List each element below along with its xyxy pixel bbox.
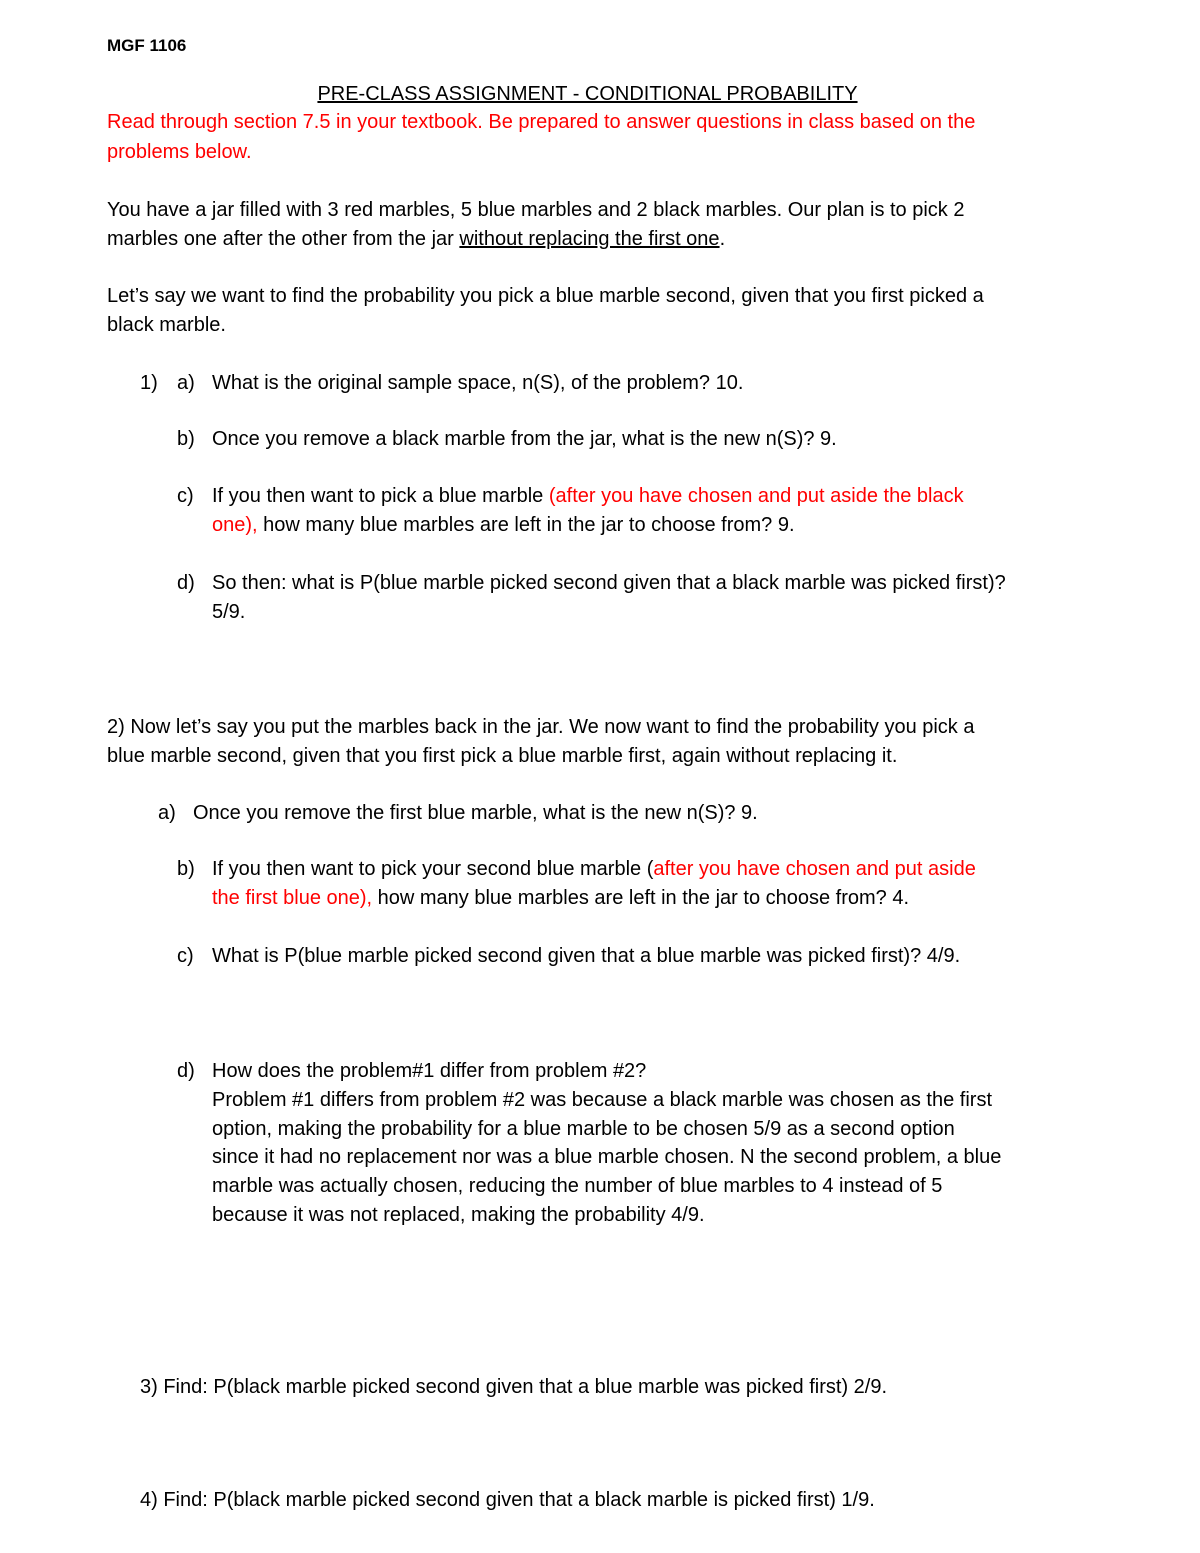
problem-1a-text: What is the original sample space, n(S), of the problem? 10.	[212, 372, 744, 394]
problem-1c-label: c)	[177, 485, 194, 507]
instructions-line-2: problems below.	[107, 141, 252, 163]
problem-2d-line-5: marble was actually chosen, reducing the number of blue marbles to 4 instead of 5	[212, 1175, 943, 1197]
problem-2b-line-2-text: how many blue marbles are left in the jar to choose from? 4.	[372, 887, 910, 909]
problem-1d-line-2: 5/9.	[212, 601, 246, 623]
problem-1c-line-2-text: how many blue marbles are left in the jar to choose from? 9.	[257, 514, 795, 536]
problem-2c-label: c)	[177, 945, 194, 967]
problem-2a-label: a)	[158, 802, 176, 824]
problem-1-number: 1)	[140, 372, 158, 394]
problem-1a-label: a)	[177, 372, 195, 394]
problem-1c-line-2	[212, 511, 795, 539]
problem-2b-label: b)	[177, 858, 195, 880]
problem-1b-label: b)	[177, 428, 195, 450]
problem-3-text: 3) Find: P(black marble picked second given that a blue marble was picked first) 2/9.	[140, 1376, 888, 1398]
problem-2d-line-1: How does the problem#1 differ from problem #2?	[212, 1060, 647, 1082]
setup-line-2	[107, 225, 725, 253]
problem-1c-line-2-highlight: one),	[212, 514, 258, 536]
problem-2b-line-2-highlight: the first blue one),	[212, 887, 373, 909]
problem-1c-line-1-text: If you then want to pick a blue marble	[212, 485, 549, 507]
problem-2b-line-1	[212, 855, 976, 883]
problem-4-text: 4) Find: P(black marble picked second given that a black marble is picked first) 1/9.	[140, 1489, 875, 1511]
intro-line-1: Let’s say we want to find the probability you pick a blue marble second, given that you first picked a	[107, 285, 984, 307]
problem-2a-text: Once you remove the first blue marble, what is the new n(S)? 9.	[193, 802, 758, 824]
problem-2d-label: d)	[177, 1060, 195, 1082]
problem-1c-line-1-highlight: (after you have chosen and put aside the black	[548, 485, 964, 507]
page-title: PRE-CLASS ASSIGNMENT - CONDITIONAL PROBABILITY	[317, 83, 858, 105]
instructions-line-1: Read through section 7.5 in your textbook. Be prepared to answer questions in class based on the	[107, 111, 976, 133]
problem-2c-text: What is P(blue marble picked second given that a blue marble was picked first)? 4/9.	[212, 945, 961, 967]
problem-2b-line-1-highlight: after you have chosen and put aside	[653, 858, 976, 880]
setup-line-2-text: marbles one after the other from the jar	[107, 228, 460, 250]
problem-1d-label: d)	[177, 572, 195, 594]
problem-2d-line-4: since it had no replacement nor was a blue marble chosen. N the second problem, a blue	[212, 1146, 1002, 1168]
problem-2b-line-1-text: If you then want to pick your second blue marble (	[212, 858, 654, 880]
setup-line-1: You have a jar filled with 3 red marbles, 5 blue marbles and 2 black marbles. Our plan is to pick 2	[107, 199, 965, 221]
setup-underlined-phrase: without replacing the first one	[459, 228, 720, 250]
intro-line-2: black marble.	[107, 314, 226, 336]
problem-2-line-2: blue marble second, given that you first pick a blue marble first, again without replacing it.	[107, 745, 898, 767]
problem-1c-line-1	[212, 482, 964, 510]
problem-2-line-1: 2) Now let’s say you put the marbles back in the jar. We now want to find the probability you pick a	[107, 716, 975, 738]
problem-1b-text: Once you remove a black marble from the jar, what is the new n(S)? 9.	[212, 428, 837, 450]
setup-line-2-period: .	[719, 228, 726, 250]
problem-1d-line-1: So then: what is P(blue marble picked second given that a black marble was picked first)?	[212, 572, 1006, 594]
problem-2b-line-2	[212, 884, 909, 912]
course-code: MGF 1106	[107, 36, 187, 55]
problem-2d-line-2: Problem #1 differs from problem #2 was because a black marble was chosen as the first	[212, 1089, 992, 1111]
problem-2d-line-6: because it was not replaced, making the probability 4/9.	[212, 1204, 705, 1226]
problem-2d-line-3: option, making the probability for a blue marble to be chosen 5/9 as a second option	[212, 1118, 955, 1140]
